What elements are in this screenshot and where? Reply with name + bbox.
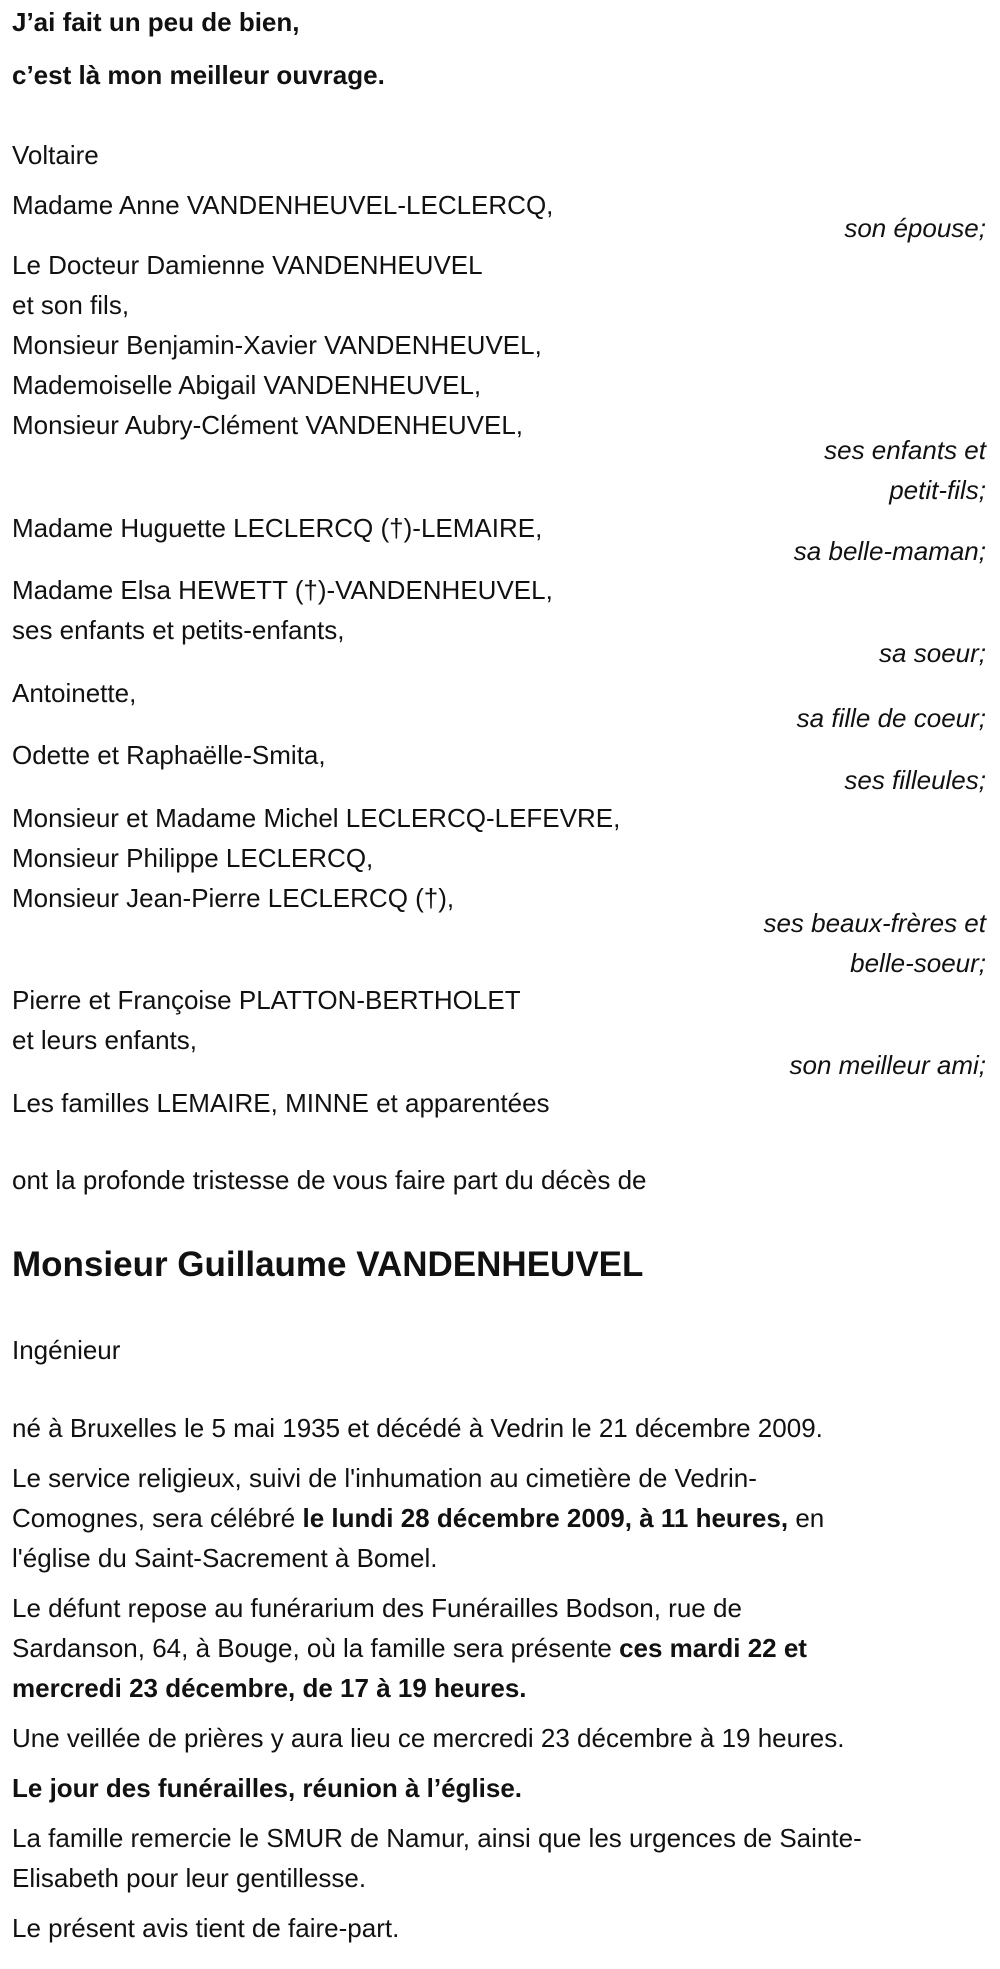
- thanks-line: Elisabeth pour leur gentillesse.: [12, 1863, 367, 1893]
- family-line: Les familles LEMAIRE, MINNE et apparentées: [12, 1088, 550, 1118]
- text: Comognes, sera célébré: [12, 1503, 303, 1533]
- family-line: Madame Anne VANDENHEUVEL-LECLERCQ,: [12, 190, 554, 220]
- service-date: le lundi 28 décembre 2009, à 11 heures,: [302, 1503, 789, 1533]
- family-line: Le Docteur Damienne VANDENHEUVEL: [12, 250, 483, 280]
- birth-death: né à Bruxelles le 5 mai 1935 et décédé à Vedrin le 21 décembre 2009.: [12, 1413, 823, 1443]
- relation-label: belle-soeur;: [850, 948, 986, 978]
- relation-label: ses beaux-frères et: [763, 908, 986, 938]
- family-line: ses enfants et petits-enfants,: [12, 615, 345, 645]
- family-line: Monsieur Jean-Pierre LECLERCQ (†),: [12, 883, 455, 913]
- family-line: Pierre et Françoise PLATTON-BERTHOLET: [12, 985, 521, 1015]
- announcement: ont la profonde tristesse de vous faire part du décès de: [12, 1165, 647, 1195]
- family-line: Odette et Raphaëlle-Smita,: [12, 740, 326, 770]
- service-line: l'église du Saint-Sacrement à Bomel.: [12, 1543, 438, 1573]
- relation-label: sa soeur;: [879, 638, 986, 668]
- closing: Le présent avis tient de faire-part.: [12, 1913, 400, 1943]
- relation-label: son épouse;: [844, 213, 986, 243]
- text: en: [788, 1503, 825, 1533]
- relation-label: sa belle-maman;: [793, 536, 986, 566]
- text: Sardanson, 64, à Bouge, où la famille sera présente: [12, 1633, 620, 1663]
- rest-line: mercredi 23 décembre, de 17 à 19 heures.: [12, 1673, 527, 1703]
- family-line: Monsieur Benjamin-Xavier VANDENHEUVEL,: [12, 330, 542, 360]
- relation-label: sa fille de coeur;: [796, 703, 986, 733]
- family-line: et son fils,: [12, 290, 130, 320]
- thanks-line: La famille remercie le SMUR de Namur, ainsi que les urgences de Sainte-: [12, 1823, 862, 1853]
- family-line: Antoinette,: [12, 678, 137, 708]
- family-line: Monsieur Philippe LECLERCQ,: [12, 843, 374, 873]
- family-line: Monsieur Aubry-Clément VANDENHEUVEL,: [12, 410, 524, 440]
- relation-label: son meilleur ami;: [789, 1050, 986, 1080]
- rest-line: Le défunt repose au funérarium des Funérailles Bodson, rue de: [12, 1593, 742, 1623]
- family-line: Monsieur et Madame Michel LECLERCQ-LEFEVRE,: [12, 803, 621, 833]
- deceased-profession: Ingénieur: [12, 1335, 121, 1365]
- deceased-name: Monsieur Guillaume VANDENHEUVEL: [12, 1245, 644, 1284]
- family-line: Madame Elsa HEWETT (†)-VANDENHEUVEL,: [12, 575, 553, 605]
- vigil: Une veillée de prières y aura lieu ce mercredi 23 décembre à 19 heures.: [12, 1723, 845, 1753]
- quote-line: J’ai fait un peu de bien,: [12, 7, 300, 37]
- family-line: et leurs enfants,: [12, 1025, 197, 1055]
- family-line: Mademoiselle Abigail VANDENHEUVEL,: [12, 370, 482, 400]
- funeral-day: Le jour des funérailles, réunion à l’église.: [12, 1773, 523, 1803]
- family-line: Madame Huguette LECLERCQ (†)-LEMAIRE,: [12, 513, 543, 543]
- quote-line: c’est là mon meilleur ouvrage.: [12, 60, 385, 90]
- service-line: [12, 1501, 824, 1535]
- relation-label: ses enfants et: [824, 435, 986, 465]
- quote-author: Voltaire: [12, 140, 99, 170]
- service-line: Le service religieux, suivi de l'inhumation au cimetière de Vedrin-: [12, 1463, 757, 1493]
- relation-label: petit-fils;: [889, 475, 986, 505]
- visit-dates: ces mardi 22 et: [619, 1633, 807, 1663]
- relation-label: ses filleules;: [844, 765, 986, 795]
- rest-line: [12, 1631, 807, 1665]
